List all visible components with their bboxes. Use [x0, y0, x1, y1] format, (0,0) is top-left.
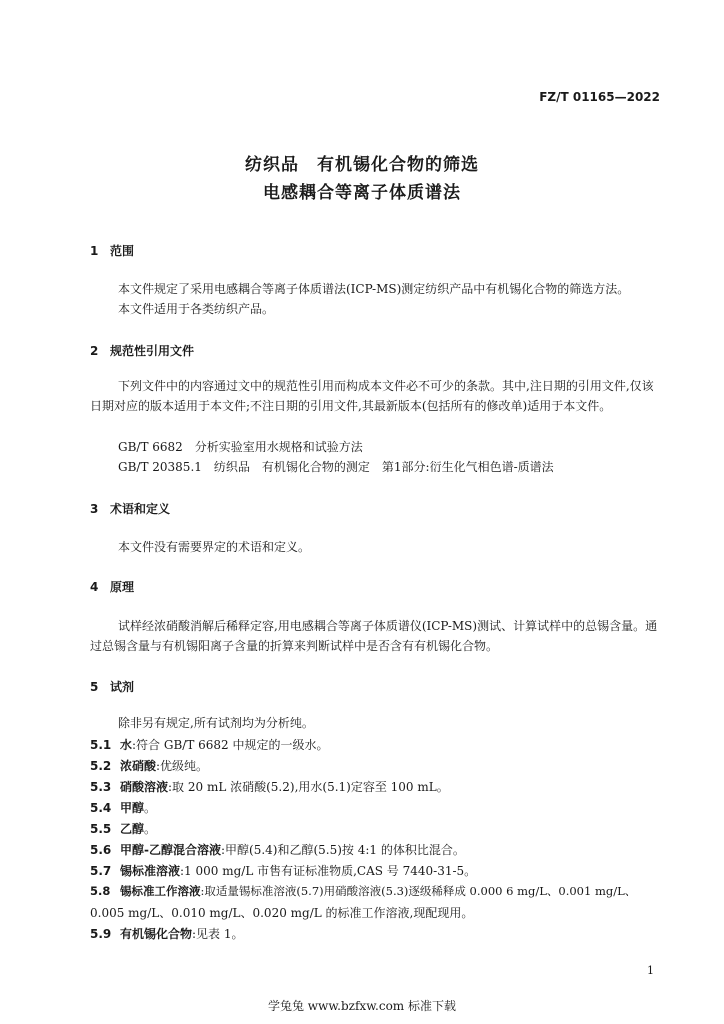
item-term: 有机锡化合物 — [120, 927, 193, 941]
item-term: 水 — [120, 738, 133, 752]
terms-line: 本文件没有需要界定的术语和定义。 — [118, 540, 311, 554]
item-text: :符合 GB/T 6682 中规定的一级水。 — [132, 738, 329, 752]
principle-paragraph: 试样经浓硝酸消解后稀释定容,用电感耦合等离子体质谱仪(ICP-MS)测试、计算试样中的总锡含量。通过总锡含量与有机锡阳离子含量的折算来判断试样中是否含有有机锡化合物。 — [90, 619, 658, 653]
section-title: 范围 — [110, 244, 135, 258]
item-term: 硝酸溶液 — [120, 780, 169, 794]
scope-line-2: 本文件适用于各类纺织产品。 — [118, 302, 275, 316]
standard-code: FZ/T 01165—2022 — [539, 90, 660, 104]
reference-gb-t-6682: GB/T 6682 分析实验室用水规格和试验方法 — [118, 440, 363, 454]
reagent-item — [90, 925, 244, 942]
scope-line-1: 本文件规定了采用电感耦合等离子体质谱法(ICP-MS)测定纺织产品中有机锡化合物的筛选方法。 — [118, 282, 630, 296]
item-term: 浓硝酸 — [120, 759, 157, 773]
reagent-item-continuation: 0.005 mg/L、0.010 mg/L、0.020 mg/L 的标准工作溶液,现配现用。 — [90, 906, 474, 920]
section-number: 4 — [90, 580, 99, 594]
reagent-item — [90, 799, 156, 816]
section-number: 3 — [90, 502, 99, 516]
section-number: 2 — [90, 344, 99, 358]
item-text: :取 20 mL 浓硝酸(5.2),用水(5.1)定容至 100 mL。 — [168, 780, 449, 794]
section-heading-scope — [90, 242, 134, 259]
section-title: 术语和定义 — [110, 502, 171, 516]
reference-gb-t-20385-1: GB/T 20385.1 纺织品 有机锡化合物的测定 第1部分:衍生化气相色谱-质谱法 — [118, 460, 554, 474]
document-title-line1: 纺织品 有机锡化合物的筛选 — [245, 155, 479, 175]
reagent-item — [90, 841, 465, 858]
item-text: :1 000 mg/L 市售有证标准物质,CAS 号 7440-31-5。 — [180, 864, 477, 878]
item-term: 乙醇 — [120, 822, 145, 836]
item-number: 5.6 — [90, 843, 112, 857]
item-term: 锡标准工作溶液 — [120, 884, 201, 898]
item-number: 5.8 — [90, 884, 111, 898]
item-text: :见表 1。 — [192, 927, 244, 941]
item-number: 5.5 — [90, 822, 112, 836]
item-text: 。 — [144, 822, 157, 836]
reagent-item — [90, 883, 636, 899]
item-number: 5.4 — [90, 801, 112, 815]
item-text: 。 — [144, 801, 157, 815]
item-term: 甲醇-乙醇混合溶液 — [120, 843, 221, 857]
normative-references-paragraph: 下列文件中的内容通过文中的规范性引用而构成本文件必不可少的条款。其中,注日期的引用文件,仅该日期对应的版本适用于本文件;不注日期的引用文件,其最新版本(包括所有的修改单)适用于本文件。 — [90, 379, 654, 413]
reagent-item — [90, 778, 449, 795]
reagents-intro: 除非另有规定,所有试剂均为分析纯。 — [118, 716, 314, 730]
item-text: :取适量锡标准溶液(5.7)用硝酸溶液(5.3)逐级稀释成 0.000 6 mg/L、0.001 mg/L、 — [200, 884, 637, 898]
item-number: 5.3 — [90, 780, 112, 794]
section-title: 规范性引用文件 — [110, 344, 195, 358]
document-title-line2: 电感耦合等离子体质谱法 — [263, 183, 461, 203]
section-heading-normative-references — [90, 342, 194, 359]
reagent-item — [90, 736, 329, 753]
section-number: 1 — [90, 244, 99, 258]
section-title: 试剂 — [110, 680, 135, 694]
reagent-item — [90, 820, 156, 837]
item-text: :甲醇(5.4)和乙醇(5.5)按 4:1 的体积比混合。 — [220, 843, 465, 857]
reagent-item — [90, 862, 476, 879]
section-heading-terms — [90, 500, 170, 517]
item-number: 5.1 — [90, 738, 112, 752]
item-number: 5.9 — [90, 927, 112, 941]
section-title: 原理 — [110, 580, 135, 594]
section-number: 5 — [90, 680, 99, 694]
section-heading-principle — [90, 578, 134, 595]
item-term: 锡标准溶液 — [120, 864, 181, 878]
item-term: 甲醇 — [120, 801, 145, 815]
item-number: 5.7 — [90, 864, 112, 878]
watermark-footer: 学兔兔 www.bzfxw.com 标准下载 — [267, 999, 457, 1013]
section-heading-reagents — [90, 678, 134, 695]
page-number: 1 — [647, 964, 654, 977]
reagent-item — [90, 757, 208, 774]
item-number: 5.2 — [90, 759, 112, 773]
item-text: :优级纯。 — [156, 759, 209, 773]
